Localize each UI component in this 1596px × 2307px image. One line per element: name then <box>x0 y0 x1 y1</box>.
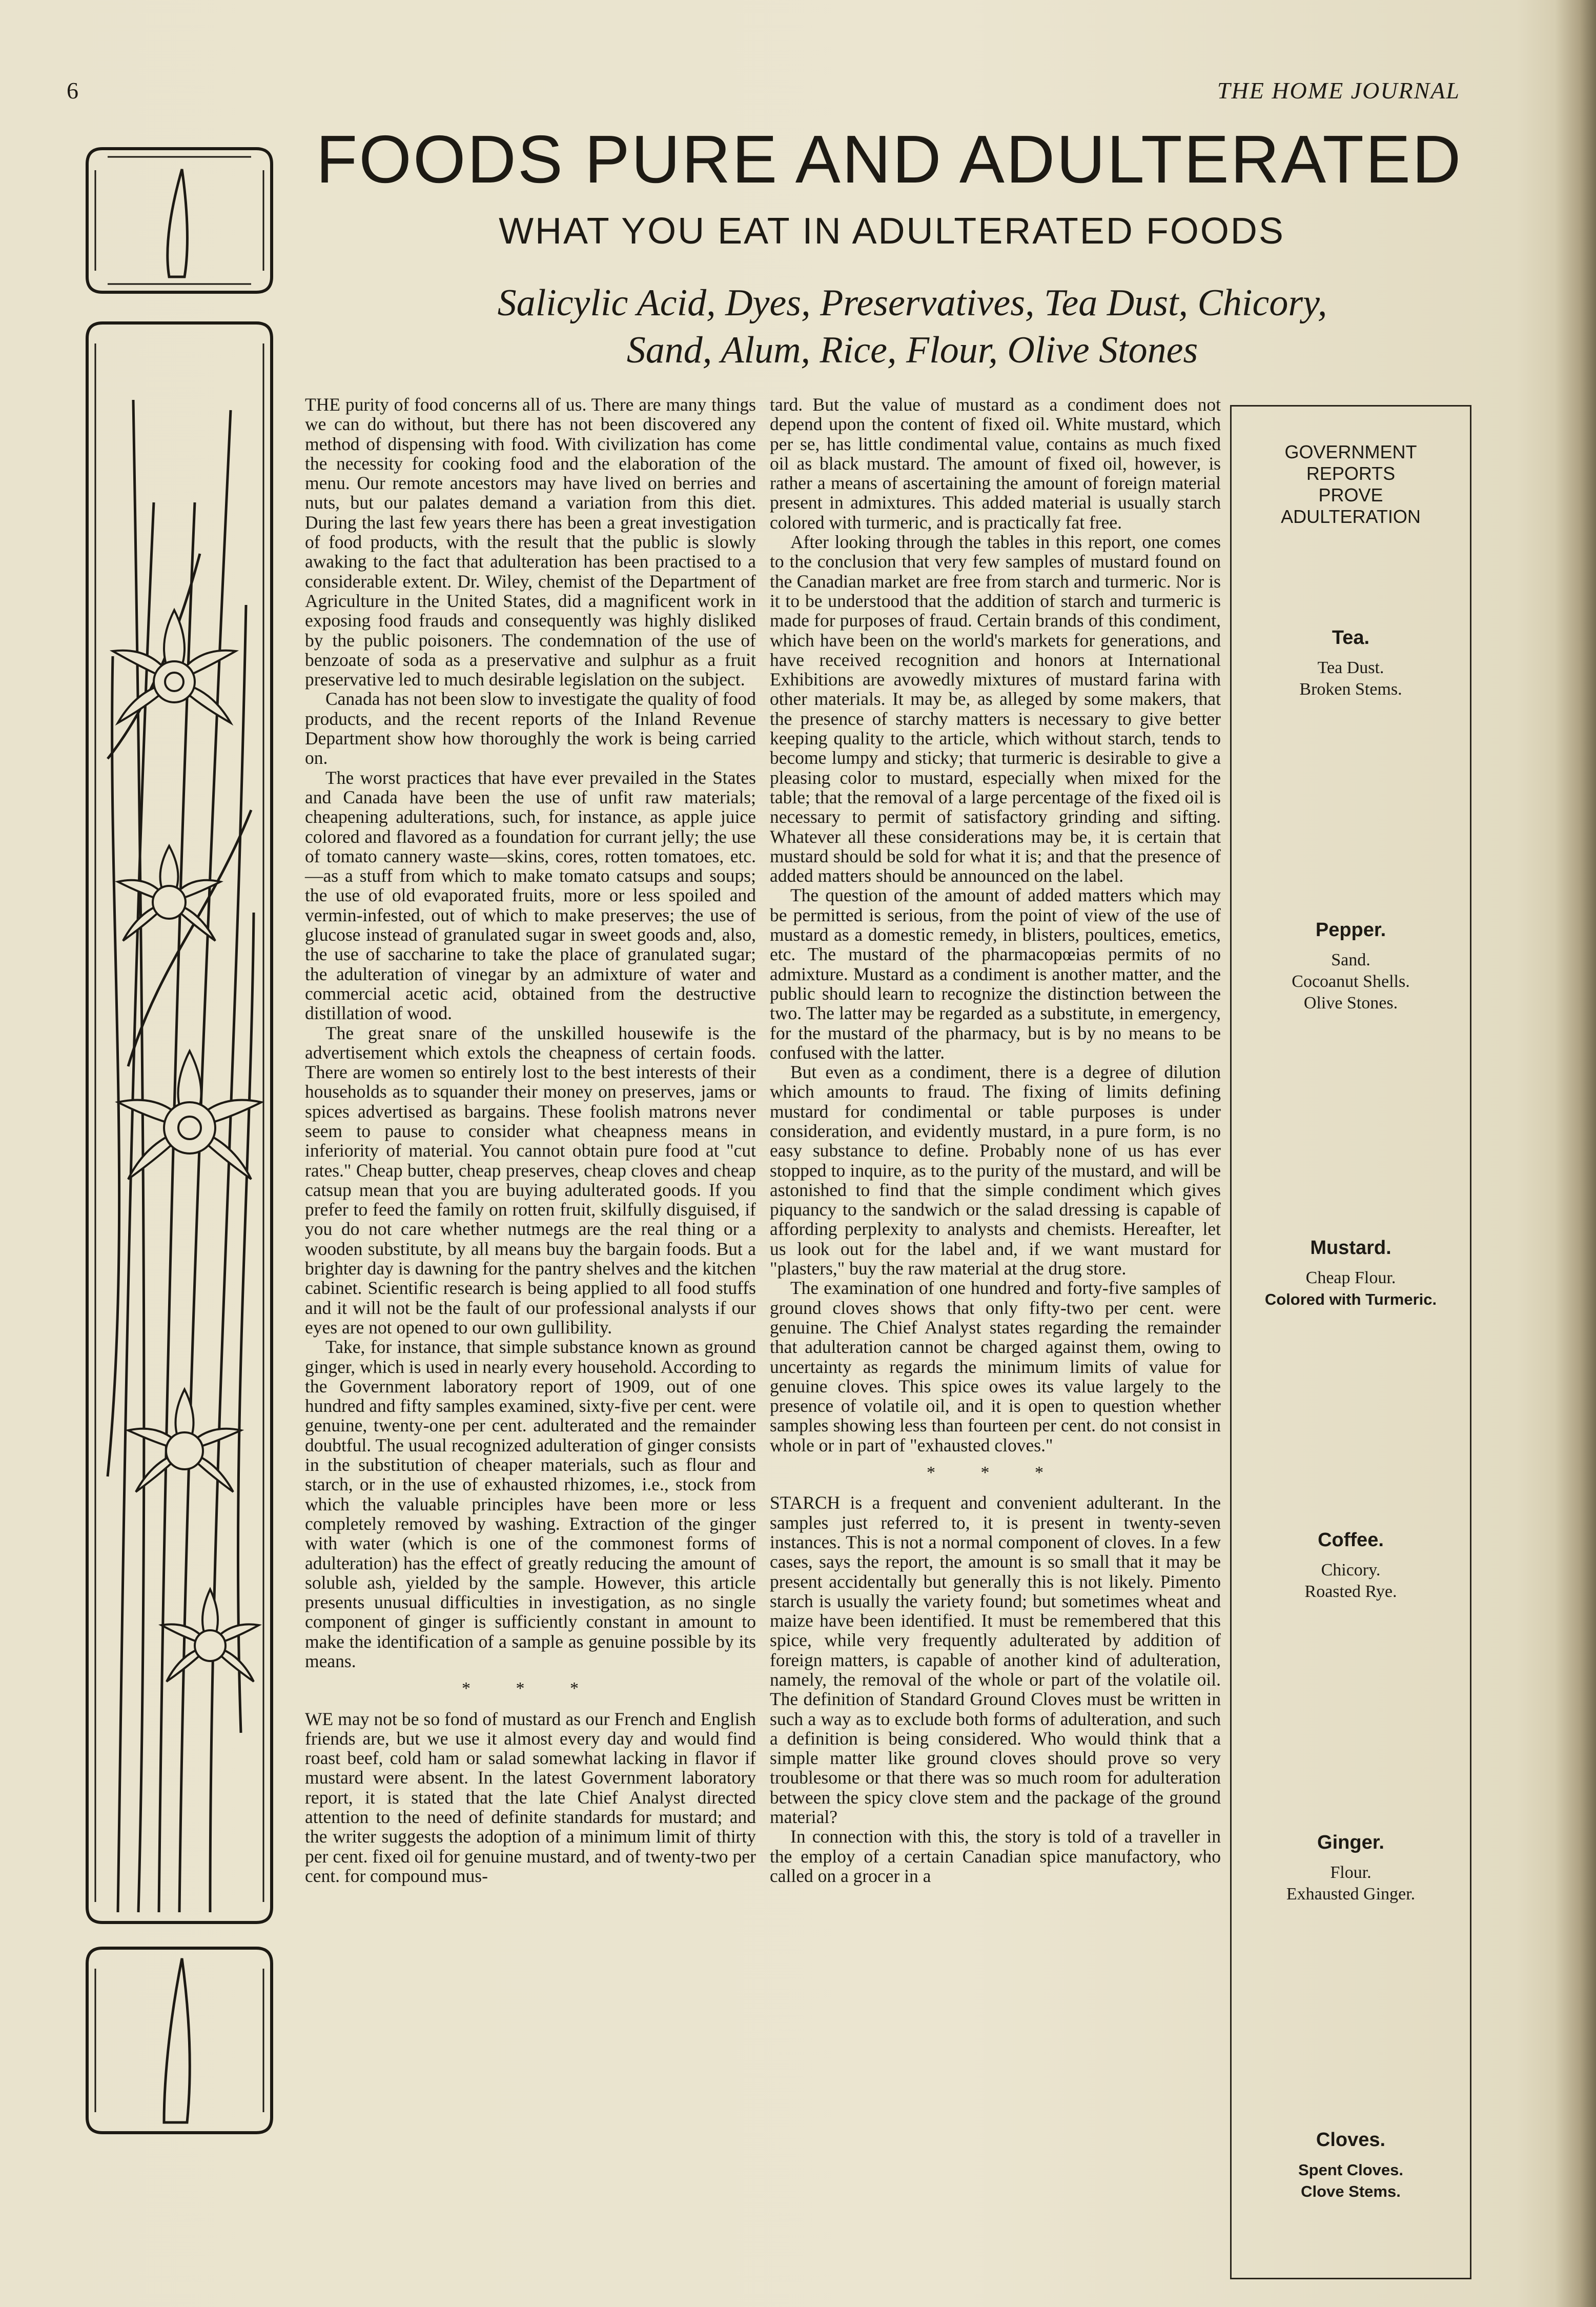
sidebar-heading-line: PROVE <box>1318 484 1383 505</box>
article-paragraph: The examination of one hundred and forty-five samples of ground cloves shows that only fifty-two per cent. were genuine. The Chief Analyst states regarding the remainder that adulteration cannot be charged against them, owing to uncertainty as regards the minimum limits of value for genuine cloves. This spice owes its value largely to the presence of volatile oil, and it is open to question whether samples showing less than fourteen per cent. do not consist in whole or in part of "exhausted cloves." <box>770 1278 1221 1455</box>
article-paragraph: After looking through the tables in this report, one comes to the conclusion that very few samples of mustard found on the Canadian market are free from starch and turmeric. Nor is it to be understood that the addition of starch and turmeric is made for purposes of fraud. Certain brands of this condiment, which have been on the world's markets for generations, and have received recognition and honors at International Exhibitions are avowedly mixtures of mustard farina with other materials. It may be, as alleged by some makers, that the presence of starchy matters is necessary to give better keeping quality to the article, which without starch, tends to become lumpy and sticky; that turmeric is desirable to give a pleasing color to mustard, especially when mixed for the table; that the removal of a large percentage of the fixed oil is necessary to permit of satisfactory grinding and sifting. Whatever all these considerations may be, it is certain that mustard should be sold for what it is; and that the presence of added matters should be announced on the label. <box>770 532 1221 886</box>
sidebar-heading-line: REPORTS <box>1306 463 1396 484</box>
sidebar-heading <box>1232 441 1470 528</box>
entry-item: Flour. <box>1330 1863 1372 1882</box>
page-gutter-shadow <box>1555 0 1596 2307</box>
daffodil-border-illustration <box>77 144 282 2245</box>
article-deck <box>425 279 1399 374</box>
entry-name: Ginger. <box>1317 1832 1384 1853</box>
article-paragraph: tard. But the value of mustard as a condiment does not depend upon the content of fixed oil. White mustard, which per se, has little condimental value, contains as much fixed oil as black mustard. The amount of fixed oil, however, is rather a means of ascertaining the amount of foreign material present in admixtures. This added material is usually starch colored with turmeric, and is practically fat free. <box>770 394 1221 533</box>
article-paragraph: Canada has not been slow to investigate the quality of food products, and the recent reports of the Inland Revenue Department show how thoroughly the work is being carried on. <box>305 689 756 768</box>
entry-name: Cloves. <box>1316 2129 1386 2151</box>
article-paragraph: Take, for instance, that simple substance known as ground ginger, which is used in nearly every household. According to the Government laboratory report of 1909, out of one hundred and fifty samples examined, sixty-five per cent. were genuine, twenty-one per cent. adulterated and the remainder doubtful. The usual recognized adulteration of ginger consists in the substitution of cheaper materials, such as flour and starch, or in the use of exhausted rhizomes, i.e., stock from which the valuable principles have been more or less completely removed by washing. Extraction of the ginger with water (which is one of the commonest forms of adulteration) has the effect of greatly reducing the amount of soluble ash, yielded by the sample. However, this article presents unusual difficulties in investigation, as no single component of ginger is sufficiently constant in amount to make the identification of a sample as genuine possible by its means. <box>305 1337 756 1671</box>
entry-item: Colored with Turmeric. <box>1264 1290 1437 1308</box>
entry-name: Coffee. <box>1318 1529 1384 1551</box>
sidebar-entry-ginger <box>1232 1832 1470 1905</box>
entry-name: Pepper. <box>1315 919 1386 941</box>
deck-line: Sand, Alum, Rice, Flour, Olive Stones <box>626 329 1198 371</box>
sidebar-entry-tea <box>1232 627 1470 700</box>
article-paragraph: In connection with this, the story is told of a traveller in the employ of a certain Canadian spice manufactory, who called on a grocer in a <box>770 1826 1221 1886</box>
sidebar-heading-line: GOVERNMENT <box>1284 441 1417 462</box>
page-number: 6 <box>67 77 78 104</box>
article-paragraph: The great snare of the unskilled housewife is the advertisement which extols the cheapness of certain foods. There are women so entirely lost to the best interests of their households as to squander their money on preserves, jams or spices advertised as bargains. These foolish matrons never seem to pause to consider what cheapness means in inferiority of material. You cannot obtain pure food at "cut rates." Cheap butter, cheap preserves, cheap cloves and cheap catsup mean that you are buying adulterated goods. If you prefer to feed the family on rotten fruit, skilfully disguised, if you do not care whether nutmegs are the real thing or a wooden substitute, by all means buy the bargain foods. But a brighter day is dawning for the pantry shelves and the kitchen cabinet. Scientific research is being applied to all food stuffs and it will not be the fault of our professional analysts if our eyes are not opened to our own gullibility. <box>305 1022 756 1338</box>
entry-item: Sand. <box>1331 950 1370 969</box>
journal-name: THE HOME JOURNAL <box>1217 77 1460 104</box>
entry-name: Mustard. <box>1310 1237 1392 1259</box>
sidebar-entry-cloves <box>1232 2129 1470 2202</box>
sidebar-entry-pepper <box>1232 919 1470 1014</box>
entry-item: Exhausted Ginger. <box>1286 1885 1416 1904</box>
entry-item: Clove Stems. <box>1301 2182 1401 2200</box>
sidebar-heading-line: ADULTERATION <box>1281 506 1421 527</box>
entry-item: Broken Stems. <box>1299 680 1402 699</box>
article-column-2 <box>770 395 1221 1886</box>
entry-item: Roasted Rye. <box>1304 1582 1397 1601</box>
entry-item: Olive Stones. <box>1303 994 1398 1013</box>
entry-item: Chicory. <box>1321 1561 1381 1580</box>
section-separator: * * * <box>462 1679 599 1698</box>
deck-line: Salicylic Acid, Dyes, Preservatives, Tea Dust, Chicory, <box>497 282 1327 324</box>
entry-item: Tea Dust. <box>1317 658 1384 677</box>
article-paragraph: STARCH is a frequent and convenient adulterant. In the samples just referred to, it is present in twenty-seven instances. This is not a normal component of cloves. In a few cases, says the report, the amount is so small that it may be present accidentally but generally this is not likely. Pimento starch is usually the variety found; but sometimes wheat and maize have been identified. It must be remembered that this spice, while very frequently adulterated by addition of foreign matters, is capable of another kind of adulteration, namely, the removal of the whole or part of the volatile oil. The definition of Standard Ground Cloves must be written in such a way as to exclude both forms of adulteration, and such a definition is being considered. Who would think that a simple matter like ground cloves should prove so very troublesome or that there was so much room for adulteration between the spicy clove stem and the package of the ground material? <box>770 1492 1221 1828</box>
adulteration-sidebar <box>1230 405 1471 2279</box>
entry-name: Tea. <box>1332 627 1370 649</box>
article-subtitle: WHAT YOU EAT IN ADULTERATED FOODS <box>499 211 1285 252</box>
entry-item: Spent Cloves. <box>1298 2161 1403 2179</box>
article-paragraph: The question of the amount of added matters which may be permitted is serious, from the point of view of the use of mustard as a domestic remedy, in blisters, poultices, emetics, etc. The mustard of the pharmacopœias permits of no admixture. Mustard as a condiment is another matter, and the public should learn to recognize the distinction between the two. The latter may be regarded as a substitute, in emergency, for the mustard of the pharmacy, but is by no means to be confused with the latter. <box>770 885 1221 1063</box>
article-paragraph: But even as a condiment, there is a degree of dilution which amounts to fraud. The fixing of limits defining mustard for condimental or table purposes is under consideration, and evidently mustard, in a pure form, is no easy substance to define. Probably none of us has ever stopped to inquire, as to the purity of the mustard, and will be astonished to find that the simple condiment which gives piquancy to the sandwich or the salad dressing is capable of affording perplexity to analysts and chemists. Hereafter, let us look out for the label and, if we want mustard for "plasters," buy the raw material at the drug store. <box>770 1062 1221 1279</box>
article-paragraph: WE may not be so fond of mustard as our French and English friends are, but we use it almost every day and would find roast beef, cold ham or salad somewhat lacking in flavor if mustard were absent. In the latest Government laboratory report, it is stated that the late Chief Analyst directed attention to the need of definite standards for mustard; and the writer suggests the adoption of a minimum limit of thirty per cent. fixed oil for genuine mustard, and of twenty-two per cent. for compound mus- <box>305 1708 756 1886</box>
sidebar-entry-coffee <box>1232 1529 1470 1603</box>
entry-item: Cheap Flour. <box>1305 1268 1396 1287</box>
article-column-1 <box>305 395 756 1886</box>
section-separator: * * * <box>927 1463 1064 1483</box>
article-paragraph: THE purity of food concerns all of us. There are many things we can do without, but there has not been discovered any method of dispensing with food. With civilization has come the necessity for cooking food and the elaboration of the menu. Our remote ancestors may have lived on berries and nuts, but our palates demand a variation from this diet. During the last few years there has been a great investigation of food products, with the result that the public is slowly awaking to the fact that adulteration has been practised to a considerable extent. Dr. Wiley, chemist of the Department of Agriculture in the United States, did a magnificent work in exposing food frauds and consequently was highly disliked by the public poisoners. The condemnation of the use of benzoate of soda as a preservative and sulphur as a fruit preservative led to much desirable legislation on the subject. <box>305 394 756 690</box>
article-paragraph: The worst practices that have ever prevailed in the States and Canada have been the use of unfit raw materials; cheapening adulterations, such, for instance, as apple juice colored and flavored as a foundation for currant jelly; the use of tomato cannery waste—skins, cores, rotten tomatoes, etc.—as a stuff from which to make tomato catsups and soups; the use of old evaporated fruits, more or less spoiled and vermin-infested, out of which to make preserves; the use of glucose instead of granulated sugar in sweet goods and, also, the use of saccharine to take the place of granulated sugar; the adulteration of vinegar by an admixture of water and commercial acetic acid, obtained from the destructive distillation of wood. <box>305 767 756 1024</box>
entry-item: Cocoanut Shells. <box>1292 972 1410 991</box>
article-title: FOODS PURE AND ADULTERATED <box>316 122 1463 197</box>
sidebar-entry-mustard <box>1232 1237 1470 1310</box>
